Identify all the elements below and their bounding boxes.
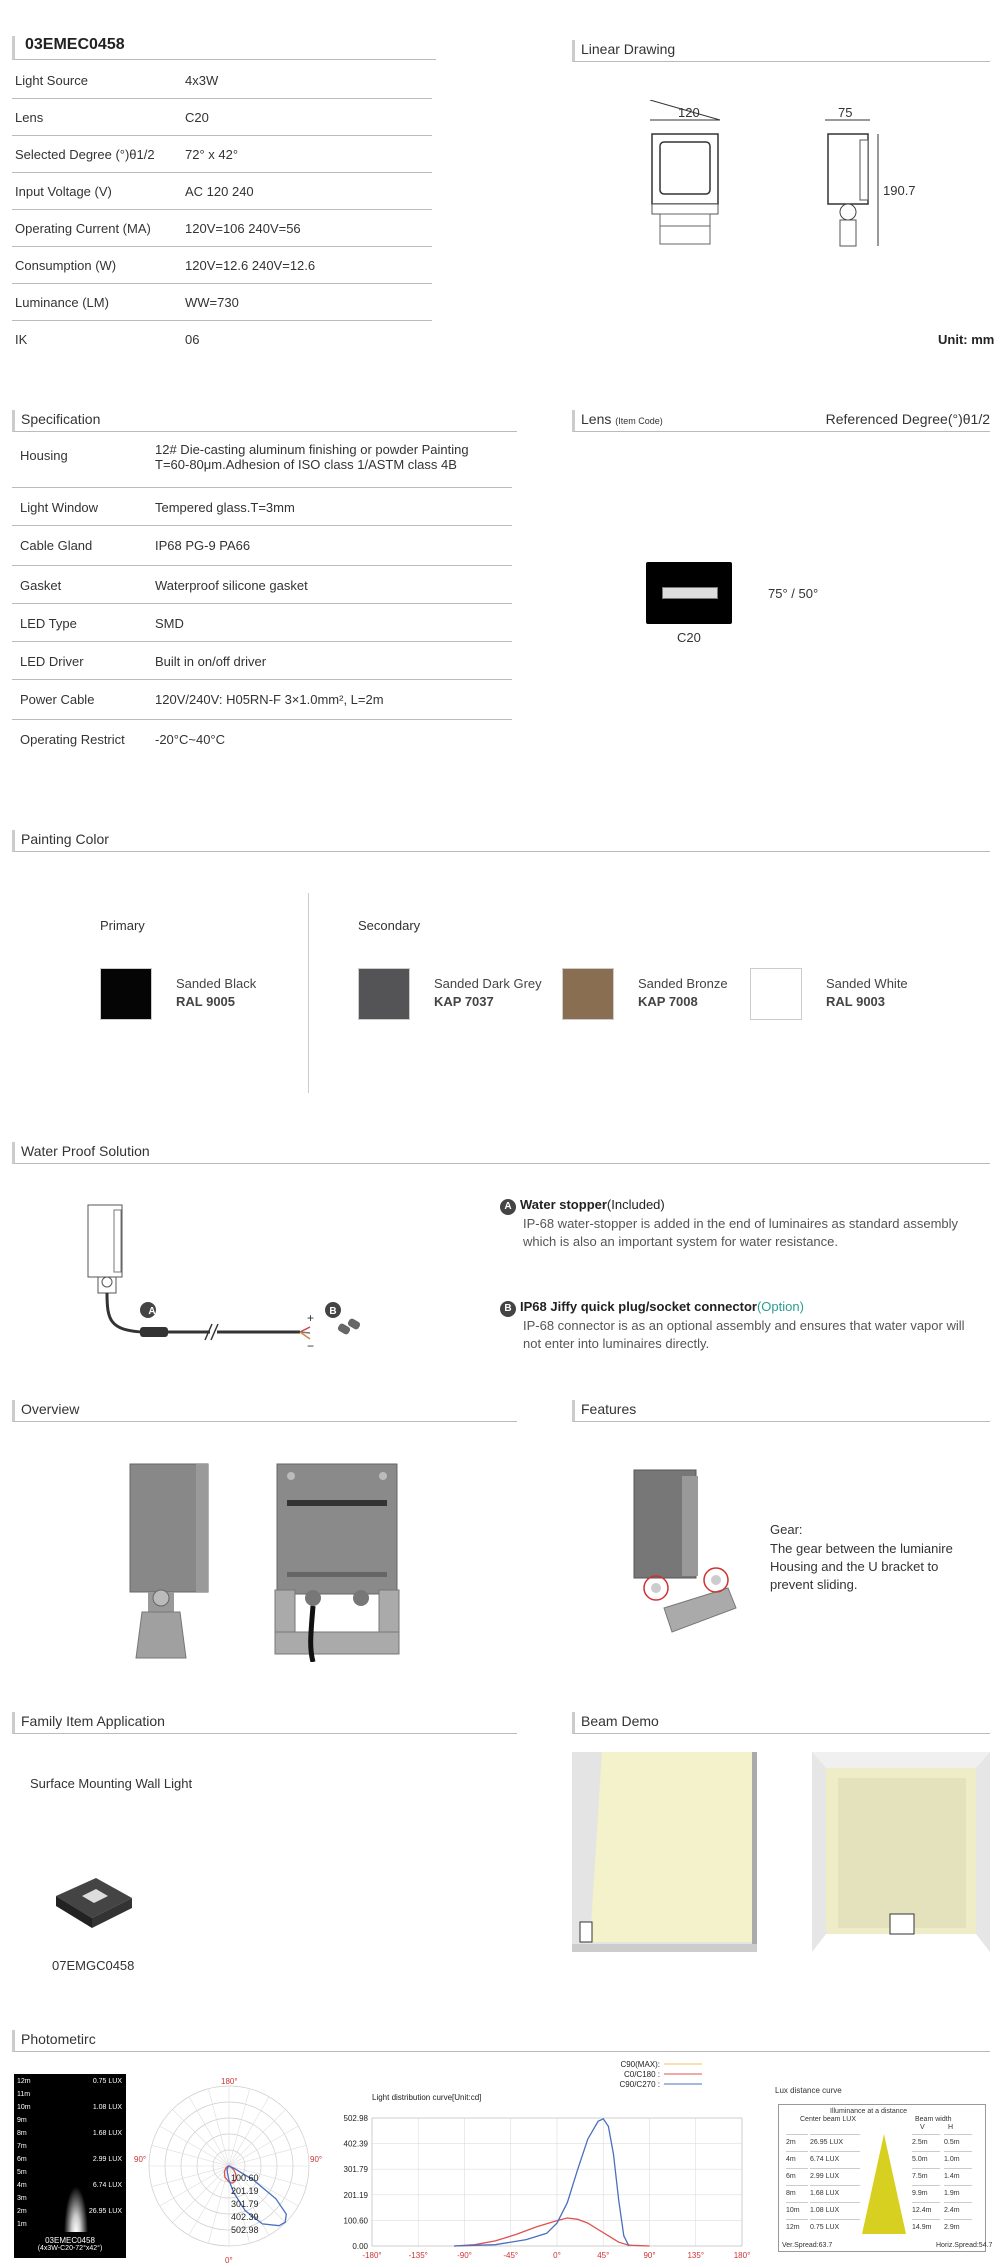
painting-color-title: Painting Color <box>12 830 990 852</box>
legend-label: C0/C180 : <box>623 2070 660 2079</box>
lux-table-h: 1.0m <box>944 2151 972 2168</box>
item-b-badge: B <box>500 1301 516 1317</box>
family-item-image <box>52 1870 134 1932</box>
lux-table-lux: 0.75 LUX <box>810 2219 860 2236</box>
lux-table-distance: 8m <box>786 2185 808 2202</box>
polar-right-label: 90° <box>310 2155 323 2164</box>
lux-table-v: 12.4m <box>912 2202 940 2219</box>
lux-meter-distance: 9m <box>17 2117 27 2124</box>
item-b-desc: IP-68 connector is as an optional assembly and ensures that water vapor will not enter into luminaires directly. <box>523 1318 965 1351</box>
lux-table-lux: 2.99 LUX <box>810 2168 860 2185</box>
lens-title <box>572 410 990 432</box>
polar-chart-svg <box>134 2074 324 2264</box>
lux-meter-distance: 6m <box>17 2156 27 2163</box>
family-subtitle: Surface Mounting Wall Light <box>30 1776 193 1791</box>
item-b-suffix: (Option) <box>756 1299 804 1314</box>
spec-row-key: Cable Gland <box>20 538 93 553</box>
lux-table-distance: 2m <box>786 2134 808 2151</box>
header-row-value: 72° x 42° <box>185 147 239 162</box>
y-tick-label: 502.98 <box>343 2114 368 2123</box>
dim-width: 120 <box>678 105 700 120</box>
lux-meter-distance: 2m <box>17 2208 27 2215</box>
color-code: KAP 7008 <box>638 994 698 1009</box>
lux-curve-h: H <box>948 2124 954 2131</box>
svg-text:−: − <box>307 1339 315 1353</box>
secondary-label: Secondary <box>358 918 421 933</box>
linear-drawing <box>630 100 930 260</box>
spec-row <box>12 526 512 566</box>
lux-table-v: 9.9m <box>912 2185 940 2202</box>
spec-row <box>12 680 512 720</box>
painting-divider <box>308 893 309 1093</box>
lens-image <box>646 562 732 624</box>
header-row-value: WW=730 <box>185 295 239 310</box>
header-row <box>12 62 432 99</box>
lux-meter-value: 0.75 LUX <box>92 2078 122 2085</box>
spec-row-value: Waterproof silicone gasket <box>155 578 308 593</box>
spec-row-key: Light Window <box>20 500 99 515</box>
polar-ring-label: 502.98 <box>231 2225 259 2235</box>
lux-table-h: 1.9m <box>944 2185 972 2202</box>
x-tick-label: 135° <box>687 2251 705 2260</box>
beam-demo-wall <box>572 1752 757 1952</box>
lux-table-v: 14.9m <box>912 2219 940 2236</box>
gear-desc: The gear between the lumianire Housing and the U bracket to prevent sliding. <box>770 1541 953 1592</box>
header-row-value: 4x3W <box>185 73 219 88</box>
color-swatch-label <box>638 975 728 1011</box>
polar-top-label: 180° <box>221 2077 238 2086</box>
header-row-key: Consumption (W) <box>15 258 117 273</box>
family-title: Family Item Application <box>12 1712 517 1734</box>
linear-drawing-svg <box>630 100 930 260</box>
lux-table-h: 1.4m <box>944 2168 972 2185</box>
lux-meter-value: 6.74 LUX <box>92 2182 122 2189</box>
lens-code: C20 <box>677 630 701 645</box>
lux-curve-title: Lux distance curve <box>775 2086 842 2095</box>
family-item-code: 07EMGC0458 <box>52 1958 135 1973</box>
model-title: 03EMEC0458 <box>12 36 436 60</box>
dim-depth: 75 <box>838 105 853 120</box>
lux-curve-v: V <box>920 2124 925 2131</box>
lux-meter-distance: 4m <box>17 2182 27 2189</box>
item-a-title: Water stopper <box>520 1197 607 1212</box>
lens-degree: 75° / 50° <box>768 586 819 601</box>
spec-row-key: Housing <box>20 448 68 463</box>
overview-image-side <box>128 1462 210 1660</box>
lux-table-h: 2.4m <box>944 2202 972 2219</box>
header-row-key: Light Source <box>15 73 88 88</box>
y-tick-label: 301.79 <box>343 2165 368 2175</box>
color-code: KAP 7037 <box>434 994 494 1009</box>
header-row-key: Selected Degree (°)θ1/2 <box>15 147 155 162</box>
lens-image-led <box>662 587 718 599</box>
lux-table-lux: 1.08 LUX <box>810 2202 860 2219</box>
spec-row-key: LED Type <box>20 616 77 631</box>
lux-meter-distance: 12m <box>17 2078 31 2085</box>
spec-row-key: Gasket <box>20 578 62 593</box>
color-code: RAL 9005 <box>176 994 236 1009</box>
spec-row <box>12 434 512 488</box>
header-row <box>12 99 432 136</box>
y-tick-label: 0.00 <box>352 2242 368 2251</box>
lux-meter-panel <box>14 2074 126 2258</box>
polar-left-label: 90° <box>134 2155 147 2164</box>
item-b-title: IP68 Jiffy quick plug/socket connector <box>520 1299 757 1314</box>
polar-ring-label: 402.39 <box>231 2212 259 2222</box>
spec-row-value: 120V/240V: H05RN-F 3×1.0mm², L=2m <box>155 692 384 707</box>
header-row-value: 06 <box>185 332 200 347</box>
lens-title-text: Lens <box>581 411 612 427</box>
header-row-key: Lens <box>15 110 44 125</box>
y-tick-label: 100.60 <box>343 2216 368 2226</box>
lux-curve-header2: Center beam LUX <box>800 2116 857 2123</box>
photometric-title: Photometirc <box>12 2030 990 2052</box>
lux-curve-header1: Illuminance at a distance <box>830 2108 908 2115</box>
lux-table-distance: 10m <box>786 2202 808 2219</box>
lux-table-v: 2.5m <box>912 2134 940 2151</box>
chart-title: Light distribution curve[Unit:cd] <box>372 2093 482 2102</box>
unit-label: Unit: mm <box>938 332 995 347</box>
header-row <box>12 321 432 358</box>
spec-row-value: SMD <box>155 616 184 631</box>
x-tick-label: 45° <box>597 2251 610 2260</box>
waterproof-item-a <box>500 1196 970 1251</box>
waterproof-title: Water Proof Solution <box>12 1142 990 1164</box>
item-a-badge: A <box>500 1199 516 1215</box>
header-row-key: IK <box>15 332 28 347</box>
spec-row-value: -20°C~40°C <box>155 732 226 747</box>
color-name: Sanded Black <box>176 976 257 991</box>
lens-title-sub: (Item Code) <box>615 416 663 426</box>
lux-curve-header3: Beam width <box>915 2116 952 2123</box>
y-tick-label: 201.19 <box>343 2190 368 2200</box>
spec-row-value: 12# Die-casting aluminum finishing or powder Painting T=60-80μm.Adhesion of ISO class 1/ASTM class 4B <box>155 442 469 472</box>
spec-row <box>12 642 512 680</box>
color-swatch-label <box>176 975 256 1011</box>
overview-image-back <box>273 1462 401 1662</box>
dim-height: 190.7 <box>883 183 916 198</box>
lux-table-h: 0.5m <box>944 2134 972 2151</box>
x-tick-label: -135° <box>408 2251 428 2260</box>
y-tick-label: 402.39 <box>343 2139 368 2149</box>
lux-meter-distance: 11m <box>17 2091 31 2098</box>
badge-a: A <box>148 1306 156 1317</box>
lux-table-v: 7.5m <box>912 2168 940 2185</box>
lux-table-distance: 4m <box>786 2151 808 2168</box>
header-row <box>12 247 432 284</box>
lux-meter-distance: 3m <box>17 2195 27 2202</box>
linear-drawing-title: Linear Drawing <box>572 40 990 62</box>
header-row-value: 120V=12.6 240V=12.6 <box>185 258 316 273</box>
legend-label: C90/C270 : <box>619 2080 660 2089</box>
waterproof-item-b <box>500 1298 970 1353</box>
color-name: Sanded Dark Grey <box>434 976 542 991</box>
spec-row <box>12 566 512 604</box>
header-row <box>12 284 432 321</box>
lux-meter-caption1: 03EMEC0458 <box>45 2236 95 2245</box>
header-row-key: Input Voltage (V) <box>15 184 112 199</box>
lux-meter-distance: 8m <box>17 2130 27 2137</box>
lux-table-distance: 12m <box>786 2219 808 2236</box>
color-swatch <box>100 968 152 1020</box>
header-row <box>12 173 432 210</box>
polar-ring-label: 301.79 <box>231 2199 259 2209</box>
polar-chart <box>134 2074 324 2264</box>
item-a-suffix: (Included) <box>606 1197 665 1212</box>
lux-meter-caption2: (4x3W-C20-72°x42°) <box>37 2245 103 2252</box>
color-name: Sanded Bronze <box>638 976 728 991</box>
lux-meter-value: 2.99 LUX <box>92 2156 122 2163</box>
spec-row <box>12 488 512 526</box>
header-row-key: Luminance (LM) <box>15 295 109 310</box>
primary-label: Primary <box>100 918 145 933</box>
lux-table-v: 5.0m <box>912 2151 940 2168</box>
color-swatch <box>562 968 614 1020</box>
spec-row-key: Power Cable <box>20 692 95 707</box>
svg-text:+: + <box>307 1311 315 1325</box>
series-line <box>454 2218 649 2246</box>
lux-meter-distance: 10m <box>17 2104 31 2111</box>
referenced-degree-title: Referenced Degree(°)θ1/2 <box>825 411 990 427</box>
light-distribution-chart <box>330 2058 750 2263</box>
lux-meter-value: 1.08 LUX <box>92 2104 122 2111</box>
polar-bottom-label: 0° <box>225 2256 233 2264</box>
lux-table-h: 2.9m <box>944 2219 972 2236</box>
spec-row-value: Built in on/off driver <box>155 654 267 669</box>
spec-row <box>12 604 512 642</box>
beam-demo-room <box>812 1752 990 1952</box>
lux-meter-value: 26.95 LUX <box>88 2208 122 2215</box>
lux-meter-distance: 1m <box>17 2221 27 2228</box>
x-tick-label: -180° <box>362 2251 382 2260</box>
lux-curve-cone <box>862 2134 906 2234</box>
spec-row-key: LED Driver <box>20 654 84 669</box>
lux-table-distance: 6m <box>786 2168 808 2185</box>
color-name: Sanded White <box>826 976 908 991</box>
lux-meter-distance: 5m <box>17 2169 27 2176</box>
beam-demo-title: Beam Demo <box>572 1712 990 1734</box>
color-swatch <box>750 968 802 1020</box>
item-a-desc: IP-68 water-stopper is added in the end of luminaires as standard assembly which is also an important system for water resistance. <box>523 1216 959 1249</box>
color-swatch-label <box>826 975 908 1011</box>
polar-ring-label: 201.19 <box>231 2186 259 2196</box>
lux-meter-beam <box>64 2186 88 2232</box>
header-row-value: AC 120 240 <box>185 184 254 199</box>
features-image <box>628 1468 738 1640</box>
x-tick-label: 180° <box>733 2251 750 2260</box>
series-line <box>454 2119 629 2246</box>
overview-title: Overview <box>12 1400 517 1422</box>
color-swatch <box>358 968 410 1020</box>
x-tick-label: 0° <box>553 2251 561 2260</box>
header-row <box>12 136 432 173</box>
polar-ring-label: 100.60 <box>231 2173 259 2183</box>
x-tick-label: 90° <box>643 2251 656 2260</box>
header-row <box>12 210 432 247</box>
header-row-key: Operating Current (MA) <box>15 221 151 236</box>
spec-row-value: Tempered glass.T=3mm <box>155 500 295 515</box>
color-code: RAL 9003 <box>826 994 886 1009</box>
lux-meter-distance: 7m <box>17 2143 27 2150</box>
spec-row <box>12 720 512 760</box>
color-swatch-label <box>434 975 542 1011</box>
header-row-value: 120V=106 240V=56 <box>185 221 301 236</box>
gear-title: Gear: <box>770 1522 803 1537</box>
x-tick-label: -45° <box>503 2251 519 2260</box>
specification-title: Specification <box>12 410 517 432</box>
legend-label: C90(MAX): <box>620 2060 660 2069</box>
waterproof-diagram <box>60 1200 380 1360</box>
badge-b: B <box>329 1306 337 1317</box>
x-tick-label: -90° <box>457 2251 472 2260</box>
spec-row-key: Operating Restrict <box>20 732 125 747</box>
lux-meter-value: 1.68 LUX <box>92 2130 122 2137</box>
ver-spread: Ver.Spread:63.7 <box>782 2242 833 2249</box>
header-row-value: C20 <box>185 110 209 125</box>
light-distribution-svg <box>330 2058 750 2263</box>
lux-table-lux: 6.74 LUX <box>810 2151 860 2168</box>
spec-row-value: IP68 PG-9 PA66 <box>155 538 251 553</box>
features-title: Features <box>572 1400 990 1422</box>
lux-table-lux: 26.95 LUX <box>810 2134 860 2151</box>
hori-spread: Horiz.Spread:54.7 <box>936 2242 993 2249</box>
lux-table-lux: 1.68 LUX <box>810 2185 860 2202</box>
